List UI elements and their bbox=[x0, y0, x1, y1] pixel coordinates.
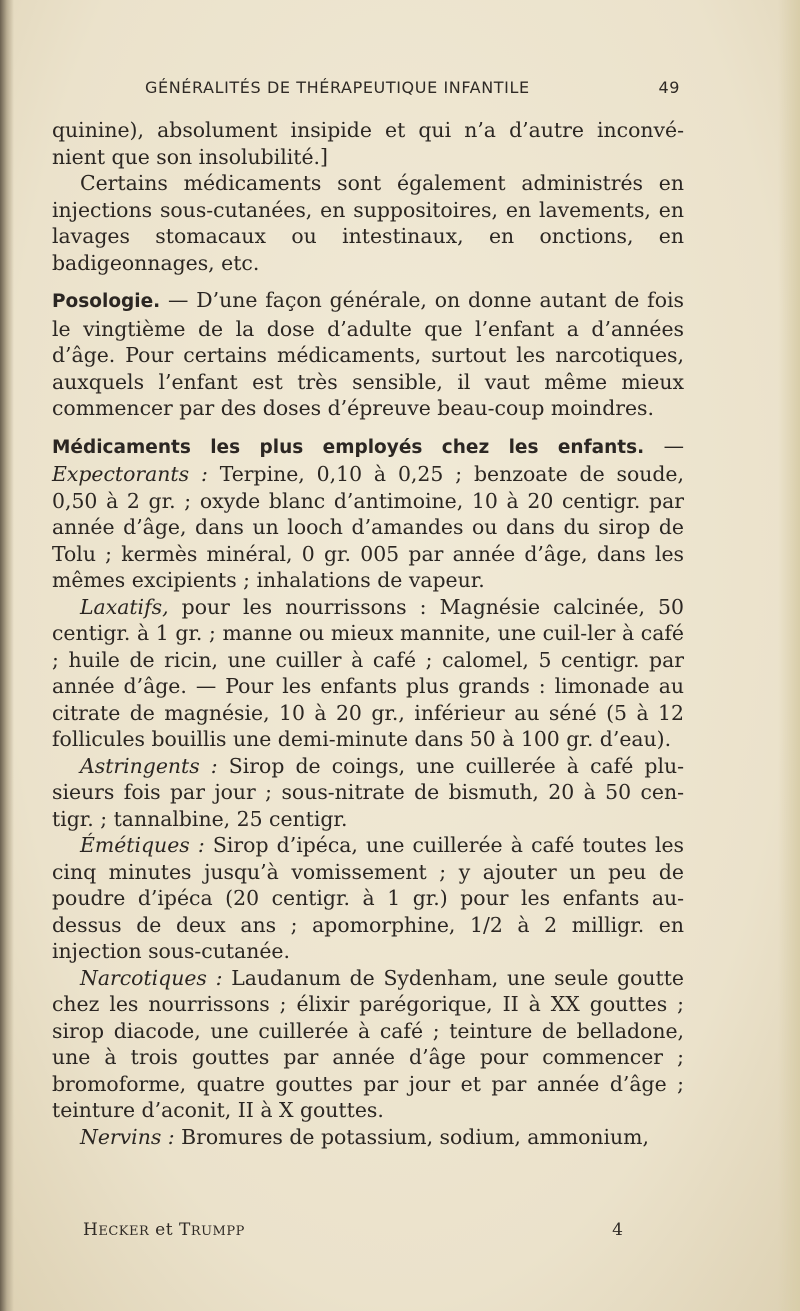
term-nervins: Nervins : bbox=[80, 1124, 175, 1149]
term-astringents: Astringents : bbox=[80, 753, 218, 778]
paragraph-continuation: quinine), absolument insipide et qui n’a d’autre inconvé-nient que son insolubilité.] bbox=[52, 118, 684, 169]
page-footer bbox=[83, 1220, 623, 1246]
paragraph-laxatifs: Laxatifs, pour les nourrissons : Magnésie calcinée, 50 centigr. à 1 gr. ; manne ou mieux mannite, une cuil-ler à café ; huile de ricin, une cuiller à café ; calomel, 5 centigr. par année d’âge. — Pour les enfants plus grands : limonade au citrate de magnésie, 10 à 20 gr., inférieur au séné (5 à 12 follicules bouillis une demi-minute dans 50 à 100 gr. d’eau). bbox=[52, 594, 684, 751]
paragraph-administration: Certains médicaments sont également administrés en injections sous-cutanées, en suppositoires, en lavements, en lavages stomacaux ou intestinaux, en onctions, en badigeonnages, etc. bbox=[52, 171, 684, 275]
paragraph-narcotiques: Narcotiques : Laudanum de Sydenham, une seule goutte chez les nourrissons ; élixir parégorique, II à XX gouttes ; sirop diacode, une cuillerée à café ; teinture de belladone, une à trois gouttes par année d’âge pour commencer ; bromoforme, quatre gouttes par jour et par année d’âge ; teinture d’aconit, II à X gouttes. bbox=[52, 965, 684, 1122]
section-heading-posologie: Posologie. bbox=[52, 291, 161, 312]
signature-number: 4 bbox=[612, 1220, 623, 1240]
term-laxatifs: Laxatifs, bbox=[80, 594, 169, 619]
paragraph-nervins: Nervins : Bromures de potassium, sodium, ammonium, bbox=[80, 1124, 649, 1149]
paragraph-emetiques: Émétiques : Sirop d’ipéca, une cuillerée à café toutes les cinq minutes jusqu’à vomissement ; y ajouter un peu de poudre d’ipéca (20 centigr. à 1 gr.) pour les enfants au-dessus de deux ans ; apomorphine, 1/2 à 2 milligr. en injection sous-cutanée. bbox=[52, 833, 685, 963]
signature-mark: HECKER et TRUMPP bbox=[83, 1220, 245, 1240]
paragraph-posologie: Posologie. — D’une façon générale, on donne autant de fois le vingtième de la dose d’adulte que l’enfant a d’années d’âge. Pour certains médicaments, surtout les narcotiques, auxquels l’enfant est très sensible, il vaut même mieux commencer par des doses d’épreuve beau-coup moindres. bbox=[52, 288, 684, 420]
running-header bbox=[145, 78, 680, 104]
running-title: GÉNÉRALITÉS DE THÉRAPEUTIQUE INFANTILE bbox=[145, 78, 530, 97]
term-narcotiques: Narcotiques : bbox=[80, 965, 223, 990]
paragraph-medicaments: Médicaments les plus employés chez les enfants. — Expectorants : Terpine, 0,10 à 0,25 ; benzoate de soude, 0,50 à 2 gr. ; oxyde blanc d’antimoine, 10 à 20 centigr. par année d’âge, dans un looch d’amandes ou dans du sirop de Tolu ; kermès minéral, 0 gr. 005 par année d’âge, dans les mêmes excipients ; inhalations de vapeur. bbox=[52, 433, 684, 592]
section-heading-medicaments: Médicaments les plus employés chez les enfants. bbox=[52, 436, 645, 458]
page-edge bbox=[778, 0, 800, 1311]
term-expectorants: Expectorants : bbox=[52, 462, 208, 486]
page-binding-shadow bbox=[0, 0, 14, 1311]
page-number: 49 bbox=[658, 78, 680, 97]
term-emetiques: Émétiques : bbox=[80, 833, 205, 857]
body-text bbox=[52, 117, 684, 1150]
paragraph-astringents: Astringents : Sirop de coings, une cuillerée à café plu-sieurs fois par jour ; sous-nitrate de bismuth, 20 à 50 cen-tigr. ; tannalbine, 25 centigr. bbox=[52, 753, 684, 831]
